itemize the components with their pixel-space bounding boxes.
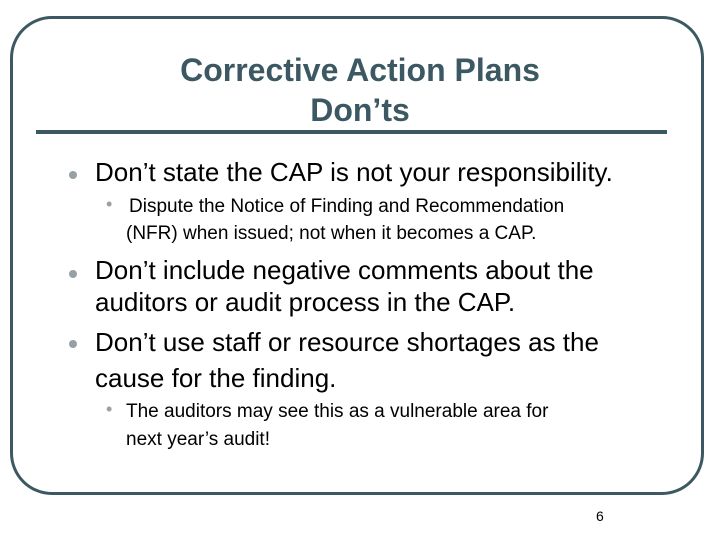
sub-bullet-text: (NFR) when issued; not when it becomes a CAP.: [126, 223, 537, 244]
bullet-icon: [69, 171, 77, 179]
sub-bullet-icon: •: [106, 194, 113, 214]
sub-bullet-text: The auditors may see this as a vulnerable area for: [126, 401, 549, 422]
sub-bullet-text: next year’s audit!: [126, 429, 270, 450]
title-line-2: Don’ts: [310, 92, 410, 128]
sub-bullet-icon: •: [106, 399, 113, 419]
bullet-text: Don’t state the CAP is not your responsibility.: [95, 157, 613, 187]
sub-bullet-text: Dispute the Notice of Finding and Recommendation: [129, 196, 565, 217]
slide-title: [0, 50, 720, 130]
bullet-icon: [69, 270, 77, 278]
title-divider: [36, 130, 667, 134]
bullet-text: Don’t use staff or resource shortages as the: [95, 327, 599, 357]
bullet-text: Don’t include negative comments about the: [95, 255, 594, 285]
title-line-1: Corrective Action Plans: [180, 52, 540, 88]
bullet-text: cause for the finding.: [95, 363, 337, 393]
page-number: 6: [596, 508, 604, 524]
bullet-icon: [69, 340, 77, 348]
bullet-text: auditors or audit process in the CAP.: [95, 287, 516, 317]
